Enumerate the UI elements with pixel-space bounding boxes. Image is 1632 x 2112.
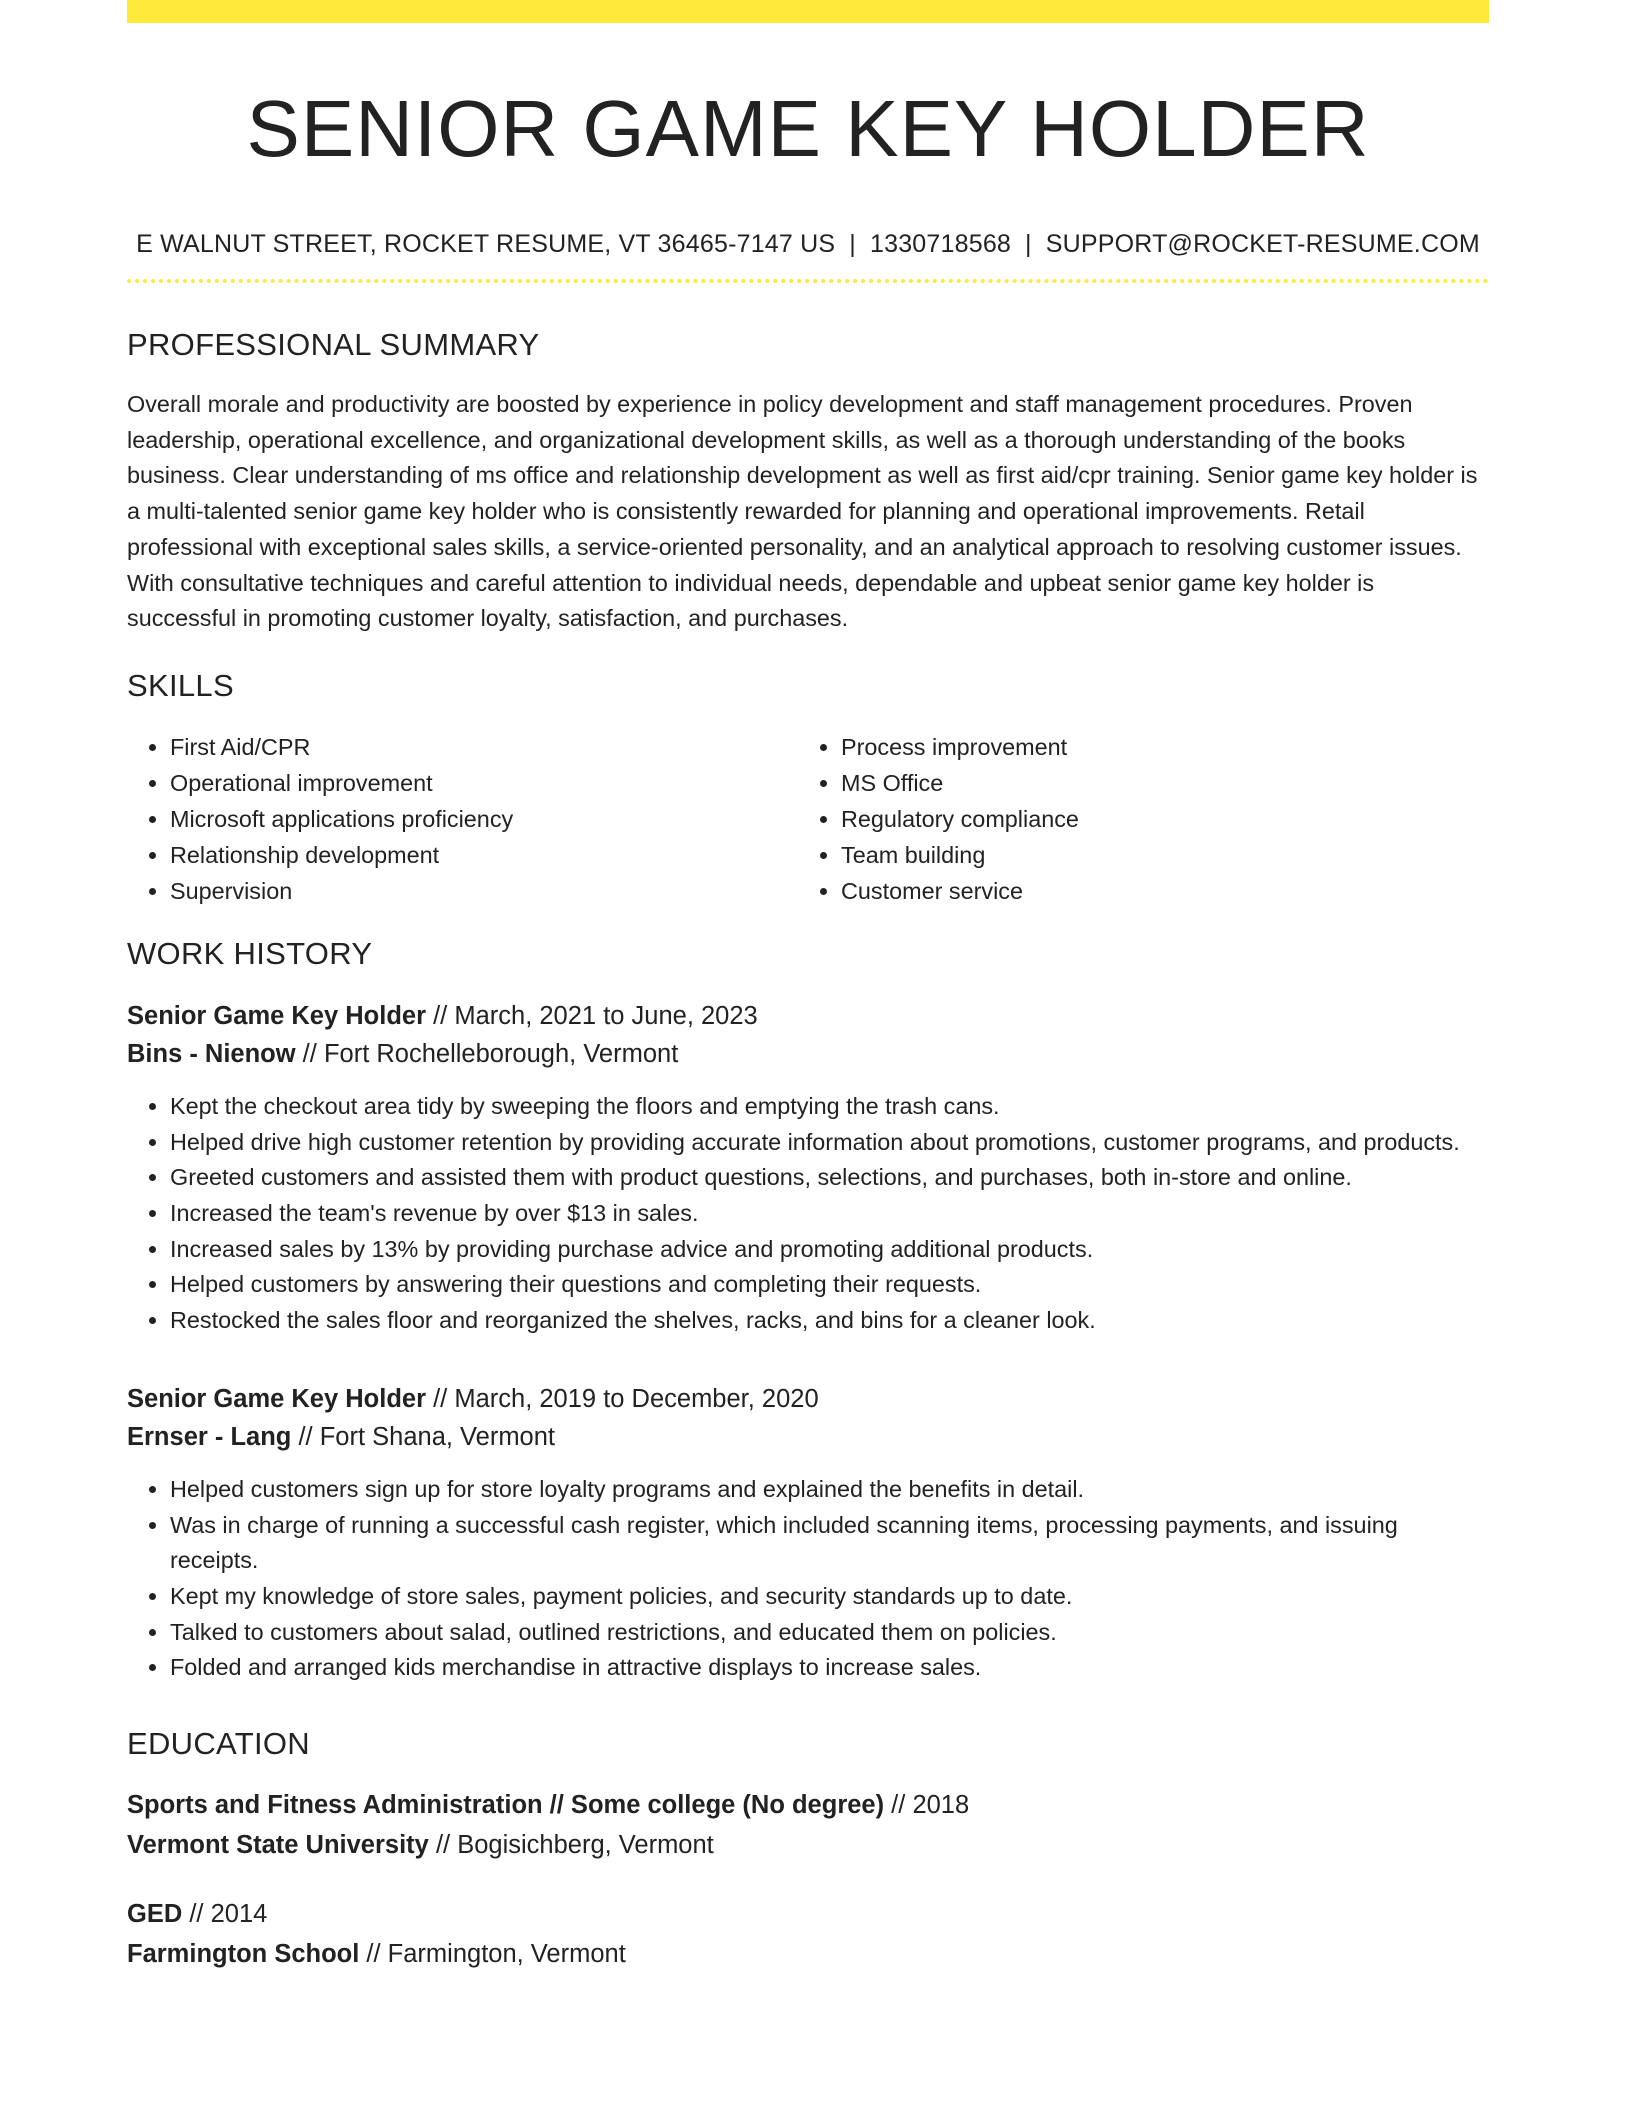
skill-item: • MS Office [841,765,1469,801]
job-location: Fort Rochelleborough, Vermont [323,1039,679,1068]
contact-email: SUPPORT@ROCKET-RESUME.COM [1045,230,1480,258]
education-school: Farmington School [127,1940,360,1969]
job-title-line [127,997,1489,1035]
education-location-separator: // [428,1831,458,1860]
education-year-separator: // [182,1900,211,1929]
summary-text: Overall morale and productivity are boosted by experience in policy development and staff management procedures. Proven leadership, operational excellence, and organizational development skills, as well as a thorough understanding of the books business. Clear understanding of ms office and relationship development as well as first aid/cpr training. Senior game key holder is a multi-talented senior game key holder who is consistently rewarded for planning and operational improvements. Retail professional with exceptional sales skills, a service-oriented personality, and an analytical approach to resolving customer issues. With consultative techniques and careful attention to individual needs, dependable and upbeat senior game key holder is successful in promoting customer loyalty, satisfaction, and purchases. [127,391,1478,632]
contact-line [127,228,1489,260]
job-entry [127,1380,1489,1686]
job-role: Senior Game Key Holder [127,1384,427,1413]
resume-content [127,0,1489,1974]
education-degree-line [127,1785,1489,1825]
job-bullet: • Talked to customers about salad, outlined restrictions, and educated them on policies. [170,1615,1489,1651]
education-year-separator: // [884,1791,913,1820]
job-location-separator: // [295,1039,324,1068]
education-location-separator: // [359,1940,388,1969]
job-bullet: • Kept my knowledge of store sales, payment policies, and security standards up to date. [170,1579,1489,1615]
job-bullet: • Increased the team's revenue by over $13 in sales. [170,1196,1489,1232]
work-history-heading: WORK HISTORY [127,935,373,971]
education-location: Bogisichberg, Vermont [457,1831,714,1860]
job-entry [127,997,1489,1339]
skill-item: • Regulatory compliance [841,801,1469,837]
education-school: Vermont State University [127,1831,429,1860]
job-dates: March, 2019 to December, 2020 [454,1384,819,1413]
job-bullet: • Helped customers sign up for store loyalty programs and explained the benefits in detail. [170,1472,1489,1508]
job-bullet: • Folded and arranged kids merchandise in attractive displays to increase sales. [170,1650,1489,1686]
education-degree: GED [127,1900,183,1929]
education-location: Farmington, Vermont [387,1940,626,1969]
skills-list [127,729,1489,909]
job-employer-line [127,1418,1489,1456]
education-heading: EDUCATION [127,1726,310,1762]
education-entry [127,1894,1489,1974]
education-year: 2018 [912,1791,970,1820]
job-employer: Ernser - Lang [127,1422,292,1451]
education-school-line [127,1825,1489,1865]
skill-item: • Microsoft applications proficiency [170,801,798,837]
contact-address: E WALNUT STREET, ROCKET RESUME, VT 36465-7147 US [136,230,836,258]
skills-column-left [127,729,798,909]
job-employer-line [127,1035,1489,1073]
skill-item: • First Aid/CPR [170,729,798,765]
skill-item: • Team building [841,837,1469,873]
job-bullets [127,1089,1489,1339]
contact-separator: | [1025,230,1032,258]
job-bullet: • Kept the checkout area tidy by sweeping the floors and emptying the trash cans. [170,1089,1489,1125]
education-year: 2014 [210,1900,268,1929]
job-bullet: • Helped customers by answering their questions and completing their requests. [170,1267,1489,1303]
job-bullet: • Greeted customers and assisted them with product questions, selections, and purchases, both in-store and online. [170,1160,1489,1196]
job-location-separator: // [291,1422,320,1451]
resume-name: SENIOR GAME KEY HOLDER [246,84,1370,173]
skill-item: • Process improvement [841,729,1469,765]
job-date-separator: // [426,1384,455,1413]
education-school-line [127,1934,1489,1974]
summary-heading: PROFESSIONAL SUMMARY [127,327,540,362]
education-degree-line [127,1894,1489,1934]
job-bullet: • Restocked the sales floor and reorganized the shelves, racks, and bins for a cleaner look. [170,1303,1489,1339]
education-degree: Sports and Fitness Administration // Some college (No degree) [127,1791,885,1820]
skills-column-right [798,729,1469,909]
job-bullets [127,1472,1489,1686]
job-employer: Bins - Nienow [127,1039,296,1068]
job-bullet: • Helped drive high customer retention by providing accurate information about promotions, customer programs, and products. [170,1125,1489,1161]
education-entry [127,1785,1489,1865]
skill-item: • Relationship development [170,837,798,873]
job-bullet: • Increased sales by 13% by providing purchase advice and promoting additional products. [170,1232,1489,1268]
skill-item: • Operational improvement [170,765,798,801]
job-role: Senior Game Key Holder [127,1001,427,1030]
job-location: Fort Shana, Vermont [319,1422,556,1451]
skill-item: • Supervision [170,873,798,909]
job-dates: March, 2021 to June, 2023 [454,1001,758,1030]
job-bullet: • Was in charge of running a successful cash register, which included scanning items, processing payments, and issuing receipts. [170,1508,1489,1579]
job-date-separator: // [426,1001,455,1030]
skills-heading: SKILLS [127,667,234,703]
job-title-line [127,1380,1489,1418]
contact-separator: | [849,230,856,258]
skill-item: • Customer service [841,873,1469,909]
dotted-divider [127,279,1489,283]
contact-phone: 1330718568 [870,230,1012,258]
